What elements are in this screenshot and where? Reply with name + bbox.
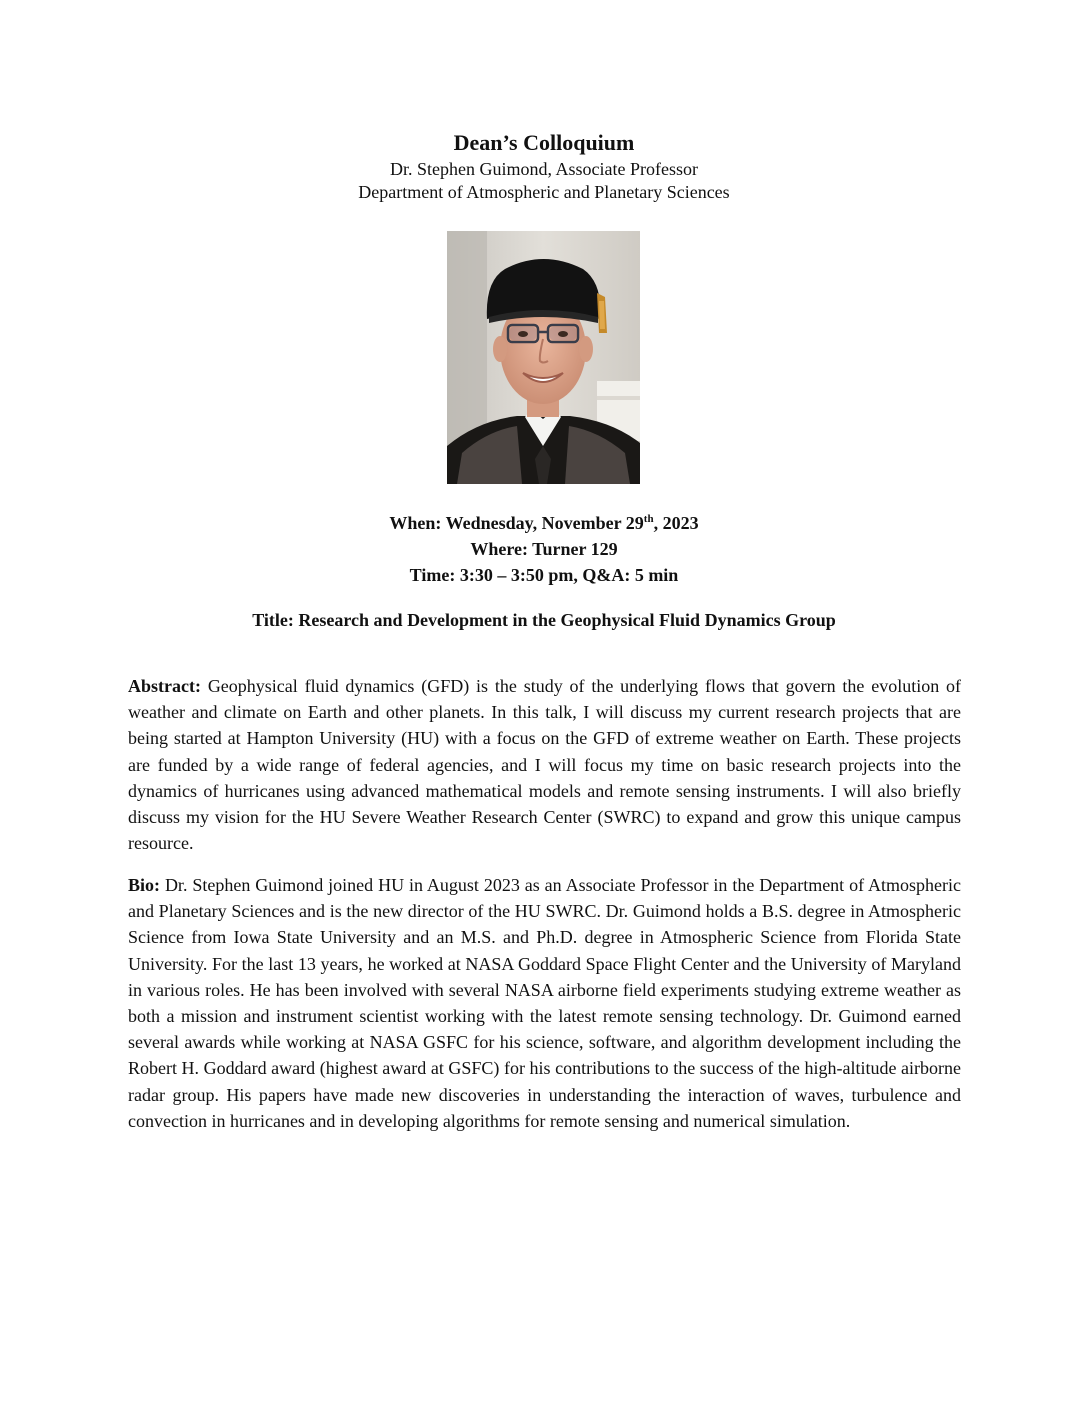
- event-details: [0, 510, 1088, 588]
- event-when-year: , 2023: [653, 513, 699, 533]
- talk-title: Title: Research and Development in the Geophysical Fluid Dynamics Group: [252, 610, 836, 630]
- speaker-photo: [447, 231, 640, 484]
- abstract-text: Geophysical fluid dynamics (GFD) is the study of the underlying flows that govern the evolution of weather and climate on Earth and other planets. In this talk, I will discuss my current research projects that are being started at Hampton University (HU) with a focus on the GFD of extreme weather on Earth. These projects are funded by a wide range of federal agencies, and I will focus my time on basic research projects into the dynamics of hurricanes using advanced mathematical models and remote sensing instruments. I will also briefly discuss my vision for the HU Severe Weather Research Center (SWRC) to expand and grow this unique campus resource.: [128, 676, 962, 854]
- bio-paragraph: [128, 872, 961, 1134]
- event-when: [0, 510, 1088, 536]
- bio-text: Dr. Stephen Guimond joined HU in August 2023 as an Associate Professor in the Department of Atmospheric and Planetary Sciences and is the new director of the HU SWRC. Dr. Guimond holds a B.S. degree in Atmospheric Science from Iowa State University and an M.S. and Ph.D. degree in Atmospheric Science from Florida State University. For the last 13 years, he worked at NASA Goddard Space Flight Center and the University of Maryland in various roles. He has been involved with several NASA airborne field experiments studying extreme weather as both a mission and instrument scientist working with the latest remote sensing technology. Dr. Guimond earned several awards while working at NASA GSFC for his science, software, and algorithm development including the Robert H. Goddard award (highest award at GSFC) for his contributions to the success of the high-altitude airborne radar group. His papers have made new discoveries in understanding the interaction of waves, turbulence and convection in hurricanes and in developing algorithms for remote sensing and numerical simulation.: [128, 875, 962, 1131]
- event-time: Time: 3:30 – 3:50 pm, Q&A: 5 min: [409, 565, 679, 585]
- page-title: Dean’s Colloquium: [453, 130, 635, 155]
- event-where: Where: Turner 129: [470, 539, 618, 559]
- department-line: Department of Atmospheric and Planetary Sciences: [358, 182, 730, 202]
- flyer-header: [0, 128, 1088, 204]
- speaker-line: Dr. Stephen Guimond, Associate Professor: [390, 159, 698, 179]
- abstract-label: Abstract:: [128, 676, 201, 696]
- abstract-paragraph: [128, 673, 961, 856]
- bio-label: Bio:: [128, 875, 161, 895]
- event-when-date: When: Wednesday, November 29: [389, 513, 644, 533]
- event-when-ordinal: th: [643, 513, 654, 525]
